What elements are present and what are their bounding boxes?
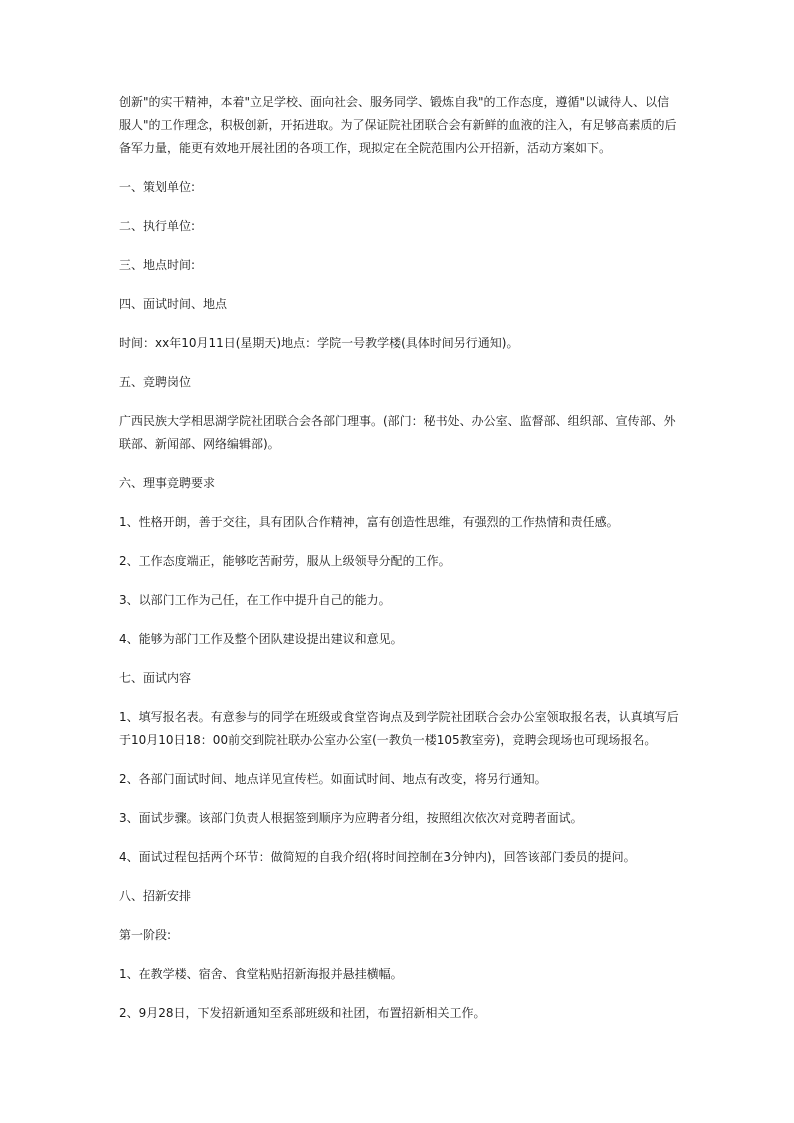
section-heading-requirements: 六、理事竞聘要求 [119,476,216,490]
intro-paragraph: 创新"的实干精神，本着"立足学校、面向社会、服务同学、锻炼自我"的工作态度，遵循"以诚待人、以信服人"的工作理念，积极创新，开拓进取。为了保证院社团联合会有新鲜的血液的注入，有足够高素质的后备军力量，能更有效地开展社团的各项工作，现拟定在全院范围内公开招新，活动方案如下。 [119,95,677,155]
interview-item: 1、填写报名表。有意参与的同学在班级或食堂咨询点及到学院社团联合会办公室领取报名表，认真填写后于10月10日18：00前交到院社联办公室办公室(一教负一楼105教室旁)，竞聘会现场也可现场报名。 [119,710,679,747]
section-heading-positions: 五、竞聘岗位 [119,375,192,389]
section-heading-executing-unit: 二、执行单位: [119,219,196,233]
interview-item: 3、面试步骤。该部门负责人根据签到顺序为应聘者分组，按照组次依次对竞聘者面试。 [119,811,583,825]
interview-item: 4、面试过程包括两个环节：做简短的自我介绍(将时间控制在3分钟内)，回答该部门委员的提问。 [119,850,636,864]
stage-heading: 第一阶段: [119,928,172,942]
arrangement-item: 1、在教学楼、宿舍、食堂粘贴招新海报并悬挂横幅。 [119,967,403,981]
requirement-item: 3、以部门工作为己任，在工作中提升自己的能力。 [119,593,391,607]
requirement-item: 2、工作态度端正，能够吃苦耐劳，服从上级领导分配的工作。 [119,554,451,568]
positions-text: 广西民族大学相思湖学院社团联合会各部门理事。(部门：秘书处、办公室、监督部、组织部、宣传部、外联部、新闻部、网络编辑部)。 [119,414,676,451]
requirement-item: 4、能够为部门工作及整个团队建设提出建议和意见。 [119,632,403,646]
arrangement-item: 2、9月28日，下发招新通知至系部班级和社团，布置招新相关工作。 [119,1006,486,1020]
section-heading-place-time: 三、地点时间: [119,258,196,272]
interview-item: 2、各部门面试时间、地点详见宣传栏。如面试时间、地点有改变，将另行通知。 [119,772,547,786]
section-heading-arrangement: 八、招新安排 [119,889,192,903]
section-heading-interview-content: 七、面试内容 [119,671,192,685]
section-heading-planning-unit: 一、策划单位: [119,180,196,194]
document-body [119,91,679,1041]
requirement-item: 1、性格开朗，善于交往，具有团队合作精神，富有创造性思维，有强烈的工作热情和责任感。 [119,515,619,529]
interview-time-text: 时间：xx年10月11日(星期天)地点：学院一号教学楼(具体时间另行通知)。 [119,336,519,350]
section-heading-interview-time: 四、面试时间、地点 [119,297,228,311]
